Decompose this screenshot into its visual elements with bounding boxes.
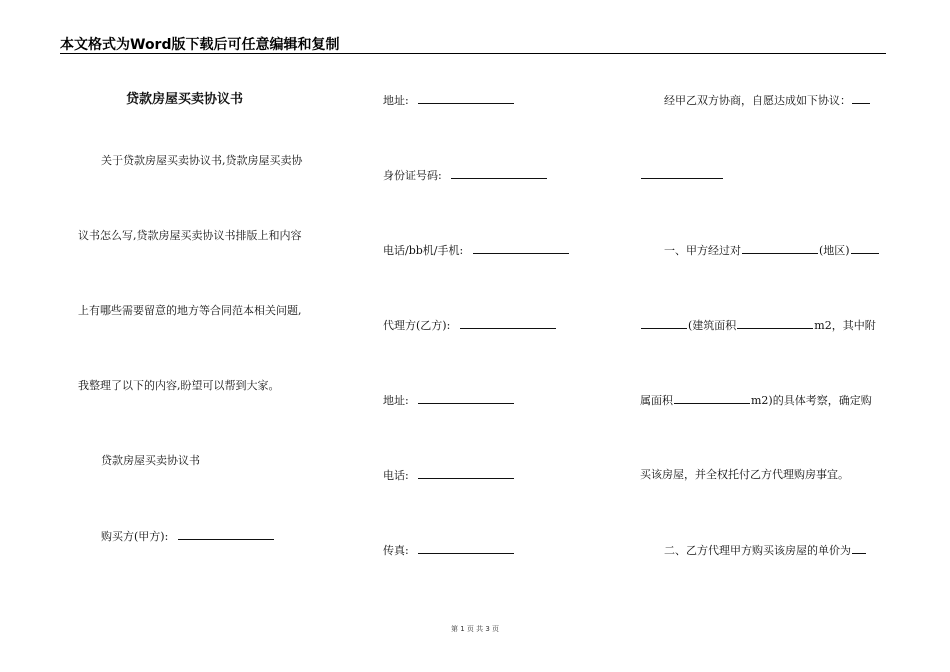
buyer-blank (178, 529, 274, 540)
unit-price-blank (852, 543, 866, 554)
agreement-line-5 (640, 393, 872, 408)
fax-field (383, 543, 515, 558)
phone-mobile-label: 电话/bb机/手机: (383, 244, 464, 257)
phone-field (383, 468, 515, 483)
agreement-text-3a: 一、甲方经过对 (664, 244, 741, 257)
fax-blank (418, 543, 514, 554)
document-header-title: 本文格式为Word版下载后可任意编辑和复制 (60, 37, 340, 53)
intro-line-3: 上有哪些需要留意的地方等合同范本相关问题, (78, 304, 302, 317)
agreement-line-6: 买该房屋，并全权托付乙方代理购房事宜。 (640, 468, 849, 481)
agreement-blank-1 (852, 93, 870, 104)
agent-field (383, 318, 557, 333)
buyer-field (101, 529, 275, 544)
id-number-blank (451, 168, 547, 179)
document-title: 贷款房屋买卖协议书 (126, 92, 244, 107)
building-area-blank (737, 318, 813, 329)
header-divider (60, 53, 886, 54)
fax-label: 传真: (383, 544, 409, 557)
agreement-line-4 (640, 318, 876, 333)
agreement-text-4a: (建筑面积 (688, 319, 737, 332)
agreement-text-1: 经甲乙双方协商，自愿达成如下协议： (664, 94, 851, 107)
attached-area-blank (674, 393, 750, 404)
page-number: 第 1 页 共 3 页 (450, 625, 500, 633)
address-blank-1 (418, 93, 514, 104)
agreement-text-5b: m2)的具体考察，确定购 (751, 394, 872, 407)
address-field-1 (383, 93, 515, 108)
location-blank (641, 318, 687, 329)
address-label-1: 地址: (383, 94, 409, 107)
region-tail-blank (851, 243, 879, 254)
agent-blank (460, 318, 556, 329)
agent-label: 代理方(乙方): (383, 319, 451, 332)
agreement-blank-2 (641, 168, 723, 179)
agreement-text-3b: (地区) (819, 244, 850, 257)
intro-line-4: 我整理了以下的内容,盼望可以帮到大家。 (78, 379, 280, 392)
address-label-2: 地址: (383, 394, 409, 407)
agreement-text-5a: 属面积 (640, 394, 673, 407)
agreement-line-2 (640, 168, 724, 183)
agreement-line-3 (664, 243, 880, 258)
buyer-label: 购买方(甲方): (101, 530, 169, 543)
intro-line-1: 关于贷款房屋买卖协议书,贷款房屋买卖协 (101, 154, 303, 167)
address-blank-2 (418, 393, 514, 404)
phone-mobile-field (383, 243, 570, 258)
agreement-line-1 (664, 93, 871, 108)
agreement-text-4b: m2，其中附 (814, 319, 876, 332)
address-field-2 (383, 393, 515, 408)
section-subtitle: 贷款房屋买卖协议书 (101, 454, 200, 467)
agreement-text-7: 二、乙方代理甲方购买该房屋的单价为 (664, 544, 851, 557)
agreement-line-7 (664, 543, 867, 558)
id-number-field (383, 168, 548, 183)
phone-mobile-blank (473, 243, 569, 254)
phone-blank (418, 468, 514, 479)
id-number-label: 身份证号码: (383, 169, 442, 182)
phone-label: 电话: (383, 469, 409, 482)
intro-line-2: 议书怎么写,贷款房屋买卖协议书排版上和内容 (78, 229, 302, 242)
region-blank (742, 243, 818, 254)
